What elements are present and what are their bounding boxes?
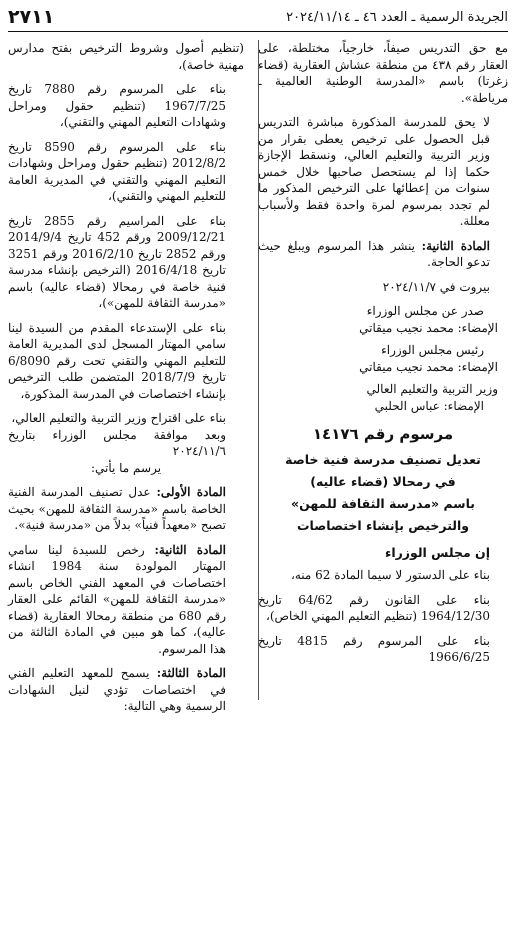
article-label: المادة الثانية: <box>154 542 227 557</box>
signature-title: رئيس مجلس الوزراء <box>381 343 484 357</box>
council-heading: إن مجلس الوزراء <box>384 544 490 560</box>
article-2 <box>258 238 508 271</box>
paragraph: بناء على الإستدعاء المقدم من السيدة لينا سامي المهتار المسجل لدى المديرية العامة للتعليم المهني والتقني تحت رقم 6/8090 تاريخ 2018/7/9 المتضمن طلب الترخيص بإنشاء اختصاصات في المدرسة المذكورة، <box>8 320 226 401</box>
left-column <box>8 40 244 723</box>
paragraph: يرسم ما يأتي: <box>90 460 162 475</box>
article-text: ينشر هذا المرسوم ويبلغ حيث تدعو الحاجة. <box>258 238 490 269</box>
paragraph: بناء على المرسوم رقم 8590 تاريخ 2012/8/2 (تنظيم حقول ومراحل وشهادات التعليم المهني والتقني في المديرية العامة للتعليم المهني والتقني)، <box>8 139 226 203</box>
decree-heading <box>258 426 508 537</box>
signature-block <box>258 342 508 375</box>
decree-subtitle: باسم «مدرسة الثقافة للمهن» <box>291 495 475 511</box>
signature-title: وزير التربية والتعليم العالي <box>366 382 498 396</box>
signature-name: الإمضاء: محمد نجيب ميقاتي <box>359 320 498 335</box>
header-divider <box>8 31 508 32</box>
decree-subtitle: تعديل تصنيف مدرسة فنية خاصة <box>285 451 481 467</box>
signature-block <box>258 381 508 414</box>
paragraph: بناء على المرسوم رقم 4815 تاريخ 1966/6/25 <box>258 633 490 664</box>
gazette-title: الجريدة الرسمية ـ العدد ٤٦ ـ ٢٠٢٤/١١/١٤ <box>286 10 508 25</box>
page-header <box>8 4 508 30</box>
article-label: المادة الثالثة: <box>156 666 226 680</box>
signature-name: الإمضاء: محمد نجيب ميقاتي <box>359 359 498 374</box>
decree-title: مرسوم رقم ١٤١٧٦ <box>312 425 454 443</box>
column-divider <box>258 40 259 700</box>
paragraph: مع حق التدريس صيفاً، خارجياً، مختلطة، على العقار رقم ٤٣٨ من منطقة عشاش العقارية (قضاء زغرتا) باسم «المدرسة الوطنية العالمية ـ مرياطة». <box>258 41 509 105</box>
page-number: ٢٧١١ <box>8 6 55 28</box>
decree-subtitle: والترخيص بإنشاء اختصاصات <box>296 517 470 533</box>
paragraph: بناء على اقتراح وزير التربية والتعليم العالي، <box>11 411 226 425</box>
signature-block <box>258 303 508 336</box>
paragraph: لا يحق للمدرسة المذكورة مباشرة التدريس قبل الحصول على ترخيص يعطى بقرار من وزير التربية والتعليم العالي، ونسقط الإجازة حكما إذا لم يستحصل صاحبها خلال خمس سنوات من إعطائها على الترخيص المذكور ما لم تجدد بمرسوم لمرة واحدة فقط ولأسباب معللة. <box>258 115 490 228</box>
decree-subtitle: في رمحالا (قضاء عاليه) <box>310 473 456 489</box>
issue-date: بيروت في ٢٠٢٤/١١/٧ <box>382 279 490 294</box>
article-text: عدل تصنيف المدرسة الفنية الخاصة باسم «مدرسة الثقافة للمهن» بحيث تصبح «معهداً فنياً» بدلاً من «مدرسة فنية». <box>8 485 226 532</box>
article-2 <box>8 542 244 658</box>
article-1 <box>8 484 244 534</box>
paragraph: بناء على الدستور لا سيما المادة 62 منه، <box>290 568 490 582</box>
paragraph: (تنظيم أصول وشروط الترخيص بفتح مدارس مهنية خاصة)، <box>8 41 244 72</box>
article-3 <box>8 665 244 715</box>
paragraph: بناء على القانون رقم 64/62 تاريخ 1964/12/30 (تنظيم التعليم المهني الخاص)، <box>258 592 490 623</box>
article-text: رخص للسيدة لينا سامي المهتار المولودة سنة 1984 انشاء اختصاصات في المعهد الفني الخاص باسم «مدرسة الثقافة للمهن» القائم على العقار رقم 680 من منطقة رمحالا العقارية (قضاء عاليه)، كما هو مبين في المادة الثالثة من هذا المرسوم. <box>8 542 226 656</box>
article-label: المادة الأولى: <box>156 485 226 499</box>
article-text: يسمح للمعهد التعليم الفني في اختصاصات تؤدي لنيل الشهادات الرسمية وهي التالية: <box>8 666 226 713</box>
signature-name: الإمضاء: عباس الحلبي <box>374 398 484 413</box>
signature-title: صدر عن مجلس الوزراء <box>366 304 484 318</box>
paragraph: وبعد موافقة مجلس الوزراء بتاريخ ٢٠٢٤/١١/٦ <box>8 427 226 458</box>
article-label: المادة الثانية: <box>421 238 490 253</box>
paragraph: بناء على المرسوم رقم 7880 تاريخ 1967/7/25 (تنظيم حقول ومراحل وشهادات التعليم المهني والتقني)، <box>8 82 226 129</box>
paragraph: بناء على المراسيم رقم 2855 تاريخ 2009/12/21 ورقم 452 تاريخ 2014/9/4 ورقم 2852 تاريخ 2016/2/10 ورقم 3251 تاريخ 2016/4/18 (الترخيص بإنشاء مدرسة فنية خاصة في رمحالا (قضاء عاليه) باسم «مدرسة الثقافة للمهن»)، <box>8 213 226 310</box>
right-column <box>258 40 508 674</box>
